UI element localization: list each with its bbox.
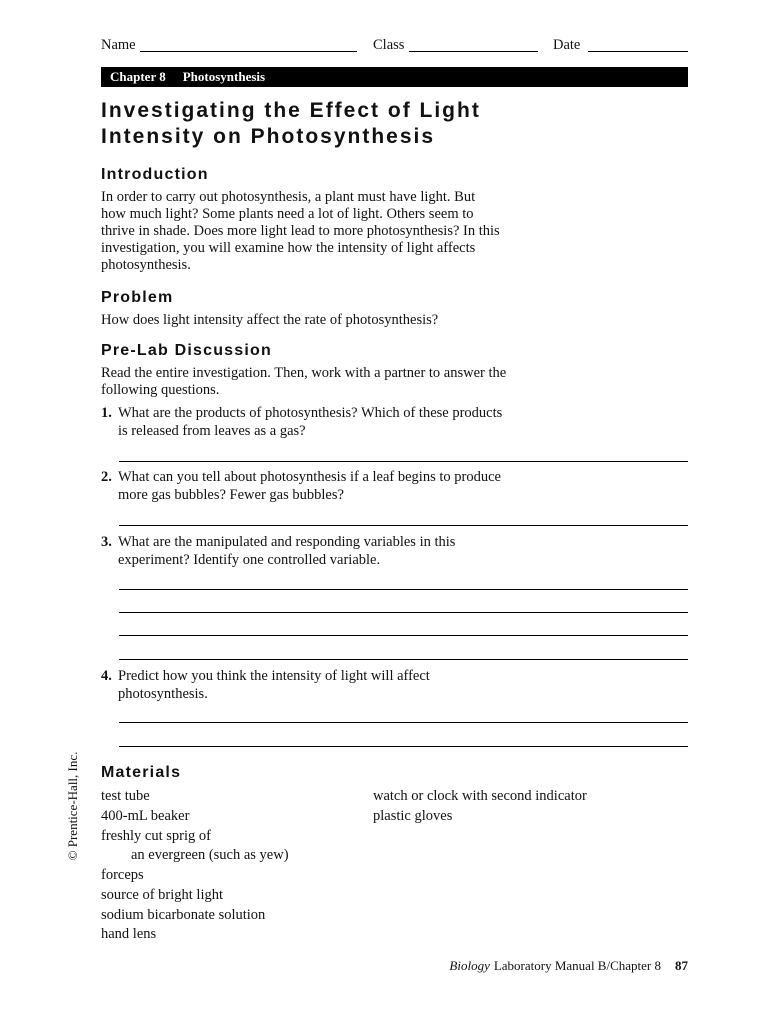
materials-heading: Materials bbox=[101, 764, 182, 781]
date-field[interactable] bbox=[588, 51, 688, 52]
material-item: hand lens bbox=[101, 926, 157, 943]
question-text-line: experiment? Identify one controlled variable. bbox=[118, 551, 381, 568]
question-text-line: What are the manipulated and responding variables in this bbox=[118, 534, 456, 550]
question-number: 2. bbox=[101, 469, 112, 485]
material-item: sodium bicarbonate solution bbox=[101, 906, 266, 923]
answer-line-q1[interactable] bbox=[119, 461, 688, 462]
footer-book-title: Biology bbox=[449, 958, 490, 973]
question-4 bbox=[101, 668, 430, 703]
date-label: Date bbox=[553, 37, 581, 53]
problem-text: How does light intensity affect the rate of photosynthesis? bbox=[101, 312, 439, 328]
material-item: forceps bbox=[101, 867, 144, 883]
prelab-intro bbox=[101, 365, 506, 399]
question-number: 4. bbox=[101, 668, 112, 684]
class-label: Class bbox=[373, 37, 405, 53]
paragraph-line: following questions. bbox=[101, 382, 220, 398]
paragraph-line: Read the entire investigation. Then, work with a partner to answer the bbox=[101, 365, 507, 381]
answer-line-q4[interactable] bbox=[119, 746, 688, 747]
material-item: plastic gloves bbox=[373, 807, 453, 824]
answer-line-q3[interactable] bbox=[119, 589, 688, 590]
introduction-heading: Introduction bbox=[101, 166, 209, 183]
paragraph-line: In order to carry out photosynthesis, a plant must have light. But bbox=[101, 189, 476, 205]
page-number: 87 bbox=[675, 958, 688, 973]
class-field[interactable] bbox=[409, 51, 538, 52]
question-text-line: What can you tell about photosynthesis if a leaf begins to produce bbox=[118, 469, 501, 485]
materials-list-left bbox=[101, 787, 289, 945]
question-3 bbox=[101, 534, 455, 569]
answer-line-q2[interactable] bbox=[119, 525, 688, 526]
material-item-continued: an evergreen (such as yew) bbox=[131, 847, 289, 864]
answer-line-q4[interactable] bbox=[119, 722, 688, 723]
question-number: 3. bbox=[101, 534, 112, 550]
material-item: source of bright light bbox=[101, 886, 224, 903]
chapter-number: Chapter 8 bbox=[110, 69, 166, 84]
prelab-heading: Pre-Lab Discussion bbox=[101, 342, 272, 359]
paragraph-line: investigation, you will examine how the intensity of light affects bbox=[101, 240, 476, 256]
question-text-line: more gas bubbles? Fewer gas bubbles? bbox=[118, 486, 344, 503]
question-text-line: is released from leaves as a gas? bbox=[118, 422, 306, 439]
page-footer bbox=[449, 958, 688, 974]
footer-book-subtitle: Laboratory Manual B/Chapter 8 bbox=[493, 958, 661, 973]
answer-line-q3[interactable] bbox=[119, 635, 688, 636]
question-2 bbox=[101, 469, 501, 504]
material-item: test tube bbox=[101, 788, 150, 804]
page-title bbox=[101, 98, 481, 150]
paragraph-line: thrive in shade. Does more light lead to more photosynthesis? In this bbox=[101, 223, 500, 239]
material-item: freshly cut sprig of bbox=[101, 827, 211, 844]
page-title-line-1: Investigating the Effect of Light bbox=[101, 99, 481, 122]
page-title-line-2: Intensity on Photosynthesis bbox=[101, 125, 436, 148]
introduction-paragraph bbox=[101, 189, 500, 274]
chapter-topic: Photosynthesis bbox=[182, 69, 266, 84]
name-label: Name bbox=[101, 37, 136, 53]
material-item: watch or clock with second indicator bbox=[373, 788, 587, 804]
materials-list-right bbox=[373, 787, 587, 827]
answer-line-q3[interactable] bbox=[119, 612, 688, 613]
problem-heading: Problem bbox=[101, 289, 174, 306]
copyright-credit: © Prentice-Hall, Inc. bbox=[65, 751, 80, 861]
paragraph-line: photosynthesis. bbox=[101, 257, 191, 273]
answer-line-q3[interactable] bbox=[119, 659, 688, 660]
question-number: 1. bbox=[101, 405, 112, 421]
question-text-line: photosynthesis. bbox=[118, 685, 208, 702]
paragraph-line: how much light? Some plants need a lot of light. Others seem to bbox=[101, 206, 474, 222]
question-1 bbox=[101, 405, 502, 440]
name-field[interactable] bbox=[140, 51, 357, 52]
question-text-line: What are the products of photosynthesis? Which of these products bbox=[118, 405, 503, 421]
chapter-bar bbox=[101, 67, 688, 87]
material-item: 400-mL beaker bbox=[101, 807, 190, 824]
question-text-line: Predict how you think the intensity of light will affect bbox=[118, 668, 430, 684]
